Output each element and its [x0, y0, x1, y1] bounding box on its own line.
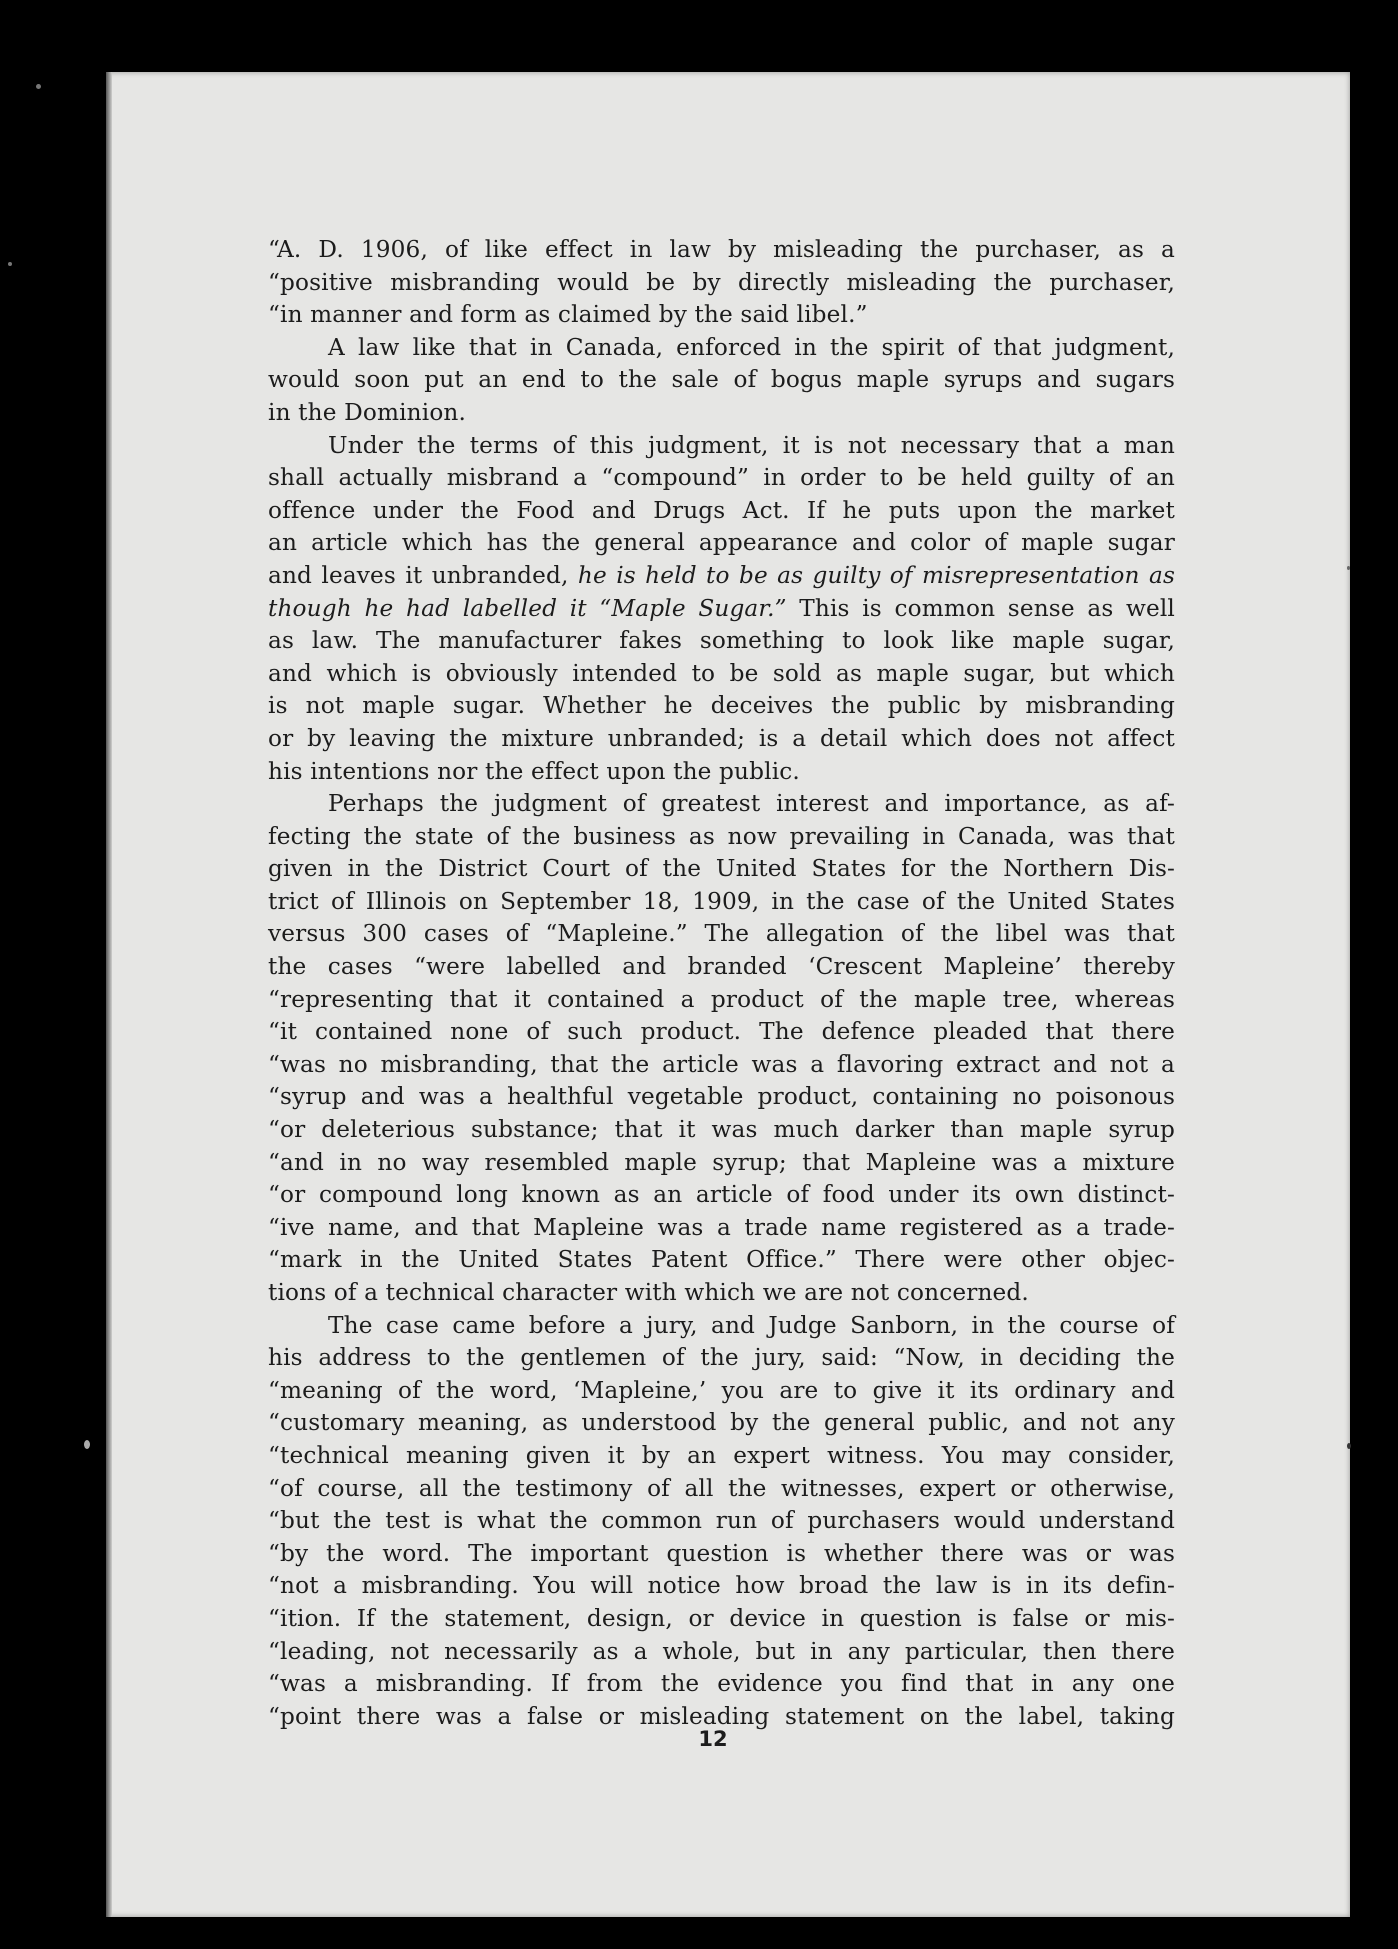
text-line: “but the test is what the common run of purchasers would understand [268, 1507, 1175, 1535]
text-line: “was no misbranding, that the article was a flavoring extract and not a [268, 1050, 1175, 1078]
text-line: versus 300 cases of “Mapleine.” The allegation of the libel was that [268, 920, 1175, 948]
text-line: “was a misbranding. If from the evidence you find that in any one [268, 1670, 1175, 1698]
text-line: given in the District Court of the United States for the Northern Dis- [268, 855, 1175, 883]
text-line: The case came before a jury, and Judge Sanborn, in the course of [328, 1311, 1175, 1339]
text-line: would soon put an end to the sale of bogus maple syrups and sugars [268, 366, 1175, 394]
paragraph-2 [268, 332, 1175, 397]
paragraph-4 [268, 788, 1175, 1277]
text-line: “not a misbranding. You will notice how broad the law is in its defin- [268, 1572, 1175, 1600]
text-line: fecting the state of the business as now prevailing in Canada, was that [268, 822, 1175, 850]
text-line: “or deleterious substance; that it was much darker than maple syrup [268, 1116, 1175, 1144]
text-line: tions of a technical character with which we are not concerned. [268, 1279, 1029, 1306]
text-line: his address to the gentlemen of the jury, said: “Now, in deciding the [268, 1344, 1175, 1372]
text-line: “meaning of the word, ‘Mapleine,’ you are to give it its ordinary and [268, 1376, 1175, 1404]
text-line: “point there was a false or misleading statement on the label, taking [268, 1702, 1175, 1730]
text-line: “of course, all the testimony of all the witnesses, expert or otherwise, [268, 1474, 1175, 1502]
binding-shadow [1350, 84, 1398, 1904]
text-line: “technical meaning given it by an expert witness. You may consider, [268, 1441, 1175, 1469]
text-line: his intentions nor the effect upon the public. [268, 757, 800, 785]
text-line: offence under the Food and Drugs Act. If he puts upon the market [268, 496, 1175, 524]
text-line: “A. D. 1906, of like effect in law by misleading the purchaser, as a [268, 236, 1175, 263]
text-line: Under the terms of this judgment, it is not necessary that a man [328, 431, 1175, 459]
text-line: “syrup and was a healthful vegetable product, containing no poisonous [268, 1083, 1175, 1111]
text-line: “positive misbranding would be by directly misleading the purchaser, [268, 268, 1175, 296]
text-line: is not maple sugar. Whether he deceives the public by misbranding [268, 692, 1175, 720]
body-text [268, 234, 1175, 1733]
text-line: the cases “were labelled and branded ‘Crescent Mapleine’ thereby [268, 953, 1175, 981]
italic-phrase: though he had labelled it “Maple Sugar.” [268, 594, 787, 622]
text-line: “in manner and form as claimed by the said libel.” [268, 301, 868, 329]
text-line: and which is obviously intended to be sold as maple sugar, but which [268, 659, 1175, 687]
paragraph-1 [268, 234, 1175, 299]
text-line: an article which has the general appearance and color of maple sugar [268, 529, 1175, 557]
text-line: A law like that in Canada, enforced in the spirit of that judgment, [328, 333, 1175, 361]
text-line: or by leaving the mixture unbranded; is a detail which does not affect [268, 724, 1175, 752]
paragraph-1-end [268, 299, 1175, 332]
text-line: Perhaps the judgment of greatest interest and importance, as af- [328, 790, 1175, 818]
text-line: “representing that it contained a product of the maple tree, whereas [268, 985, 1175, 1013]
paragraph-4-end [268, 1277, 1175, 1310]
paragraph-2-end [268, 397, 1175, 430]
italic-phrase: he is held to be as guilty of misrepresentation as [577, 561, 1175, 589]
text-line: in the Dominion. [268, 398, 467, 426]
text-line: “ition. If the statement, design, or device in question is false or mis- [268, 1604, 1175, 1632]
text-line: “it contained none of such product. The defence pleaded that there [268, 1018, 1175, 1046]
text-line: and leaves it unbranded, [268, 561, 569, 589]
text-line: “or compound long known as an article of food under its own distinct- [268, 1181, 1175, 1209]
text-line: shall actually misbrand a “compound” in order to be held guilty of an [268, 464, 1175, 492]
text-line: as law. The manufacturer fakes something to look like maple sugar, [268, 627, 1175, 655]
text-line: “customary meaning, as understood by the general public, and not any [268, 1409, 1175, 1437]
text-line: “mark in the United States Patent Office.” There were other objec- [268, 1246, 1175, 1274]
text-line: “ive name, and that Mapleine was a trade name registered as a trade- [268, 1213, 1175, 1241]
text-line: “leading, not necessarily as a whole, but in any particular, then there [268, 1637, 1175, 1665]
dust-speck [1347, 566, 1350, 570]
paragraph-3 [268, 430, 1175, 756]
text-line: “and in no way resembled maple syrup; that Mapleine was a mixture [268, 1148, 1175, 1176]
paragraph-3-end [268, 756, 1175, 789]
dust-speck [36, 84, 41, 89]
dust-speck [1347, 1443, 1351, 1449]
text-line: “by the word. The important question is whether there was or was [268, 1539, 1175, 1567]
paragraph-5 [268, 1310, 1175, 1734]
text-line: trict of Illinois on September 18, 1909, in the case of the United States [268, 887, 1175, 915]
text-line: This is common sense as well [799, 594, 1175, 622]
page-left-edge [106, 72, 112, 1917]
page-number: 12 [698, 1727, 728, 1751]
dust-speck [84, 1440, 90, 1449]
dust-speck [8, 262, 12, 266]
